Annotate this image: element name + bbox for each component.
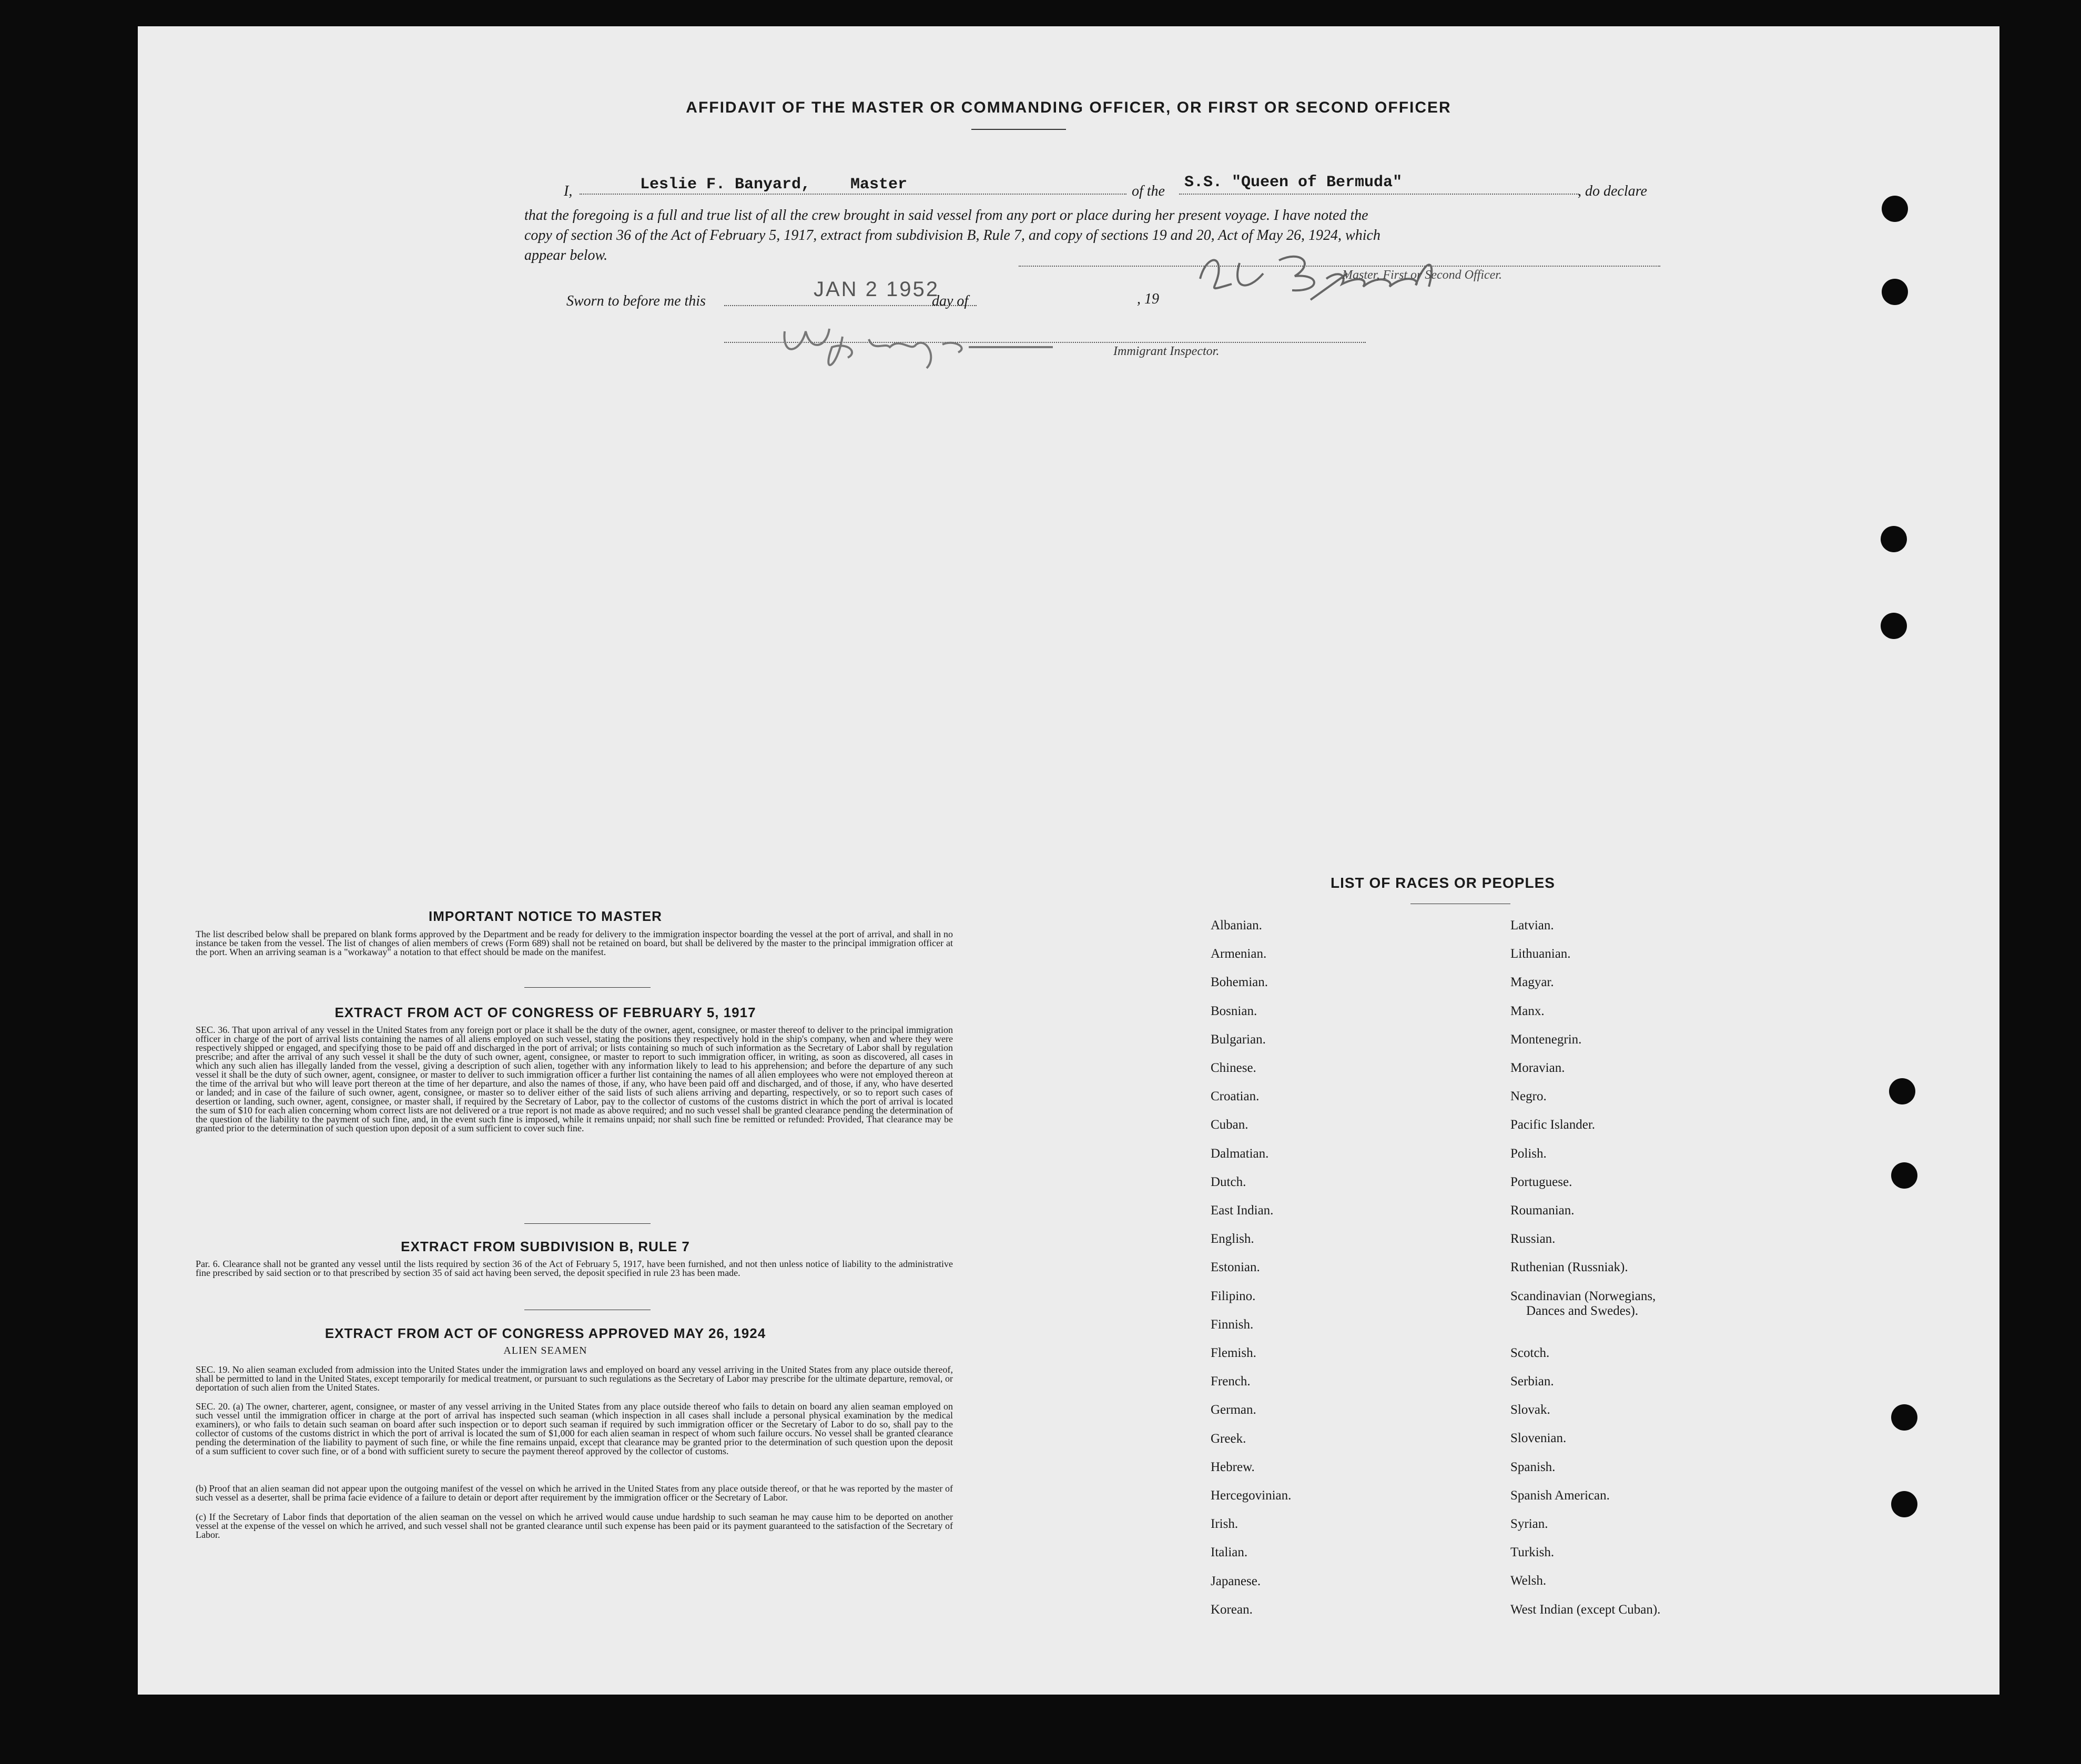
race-item: Hebrew. xyxy=(1211,1459,1255,1474)
race-item: Dances and Swedes). xyxy=(1526,1303,1639,1318)
race-item: Dalmatian. xyxy=(1211,1146,1269,1161)
race-item: Montenegrin. xyxy=(1510,1032,1582,1047)
extract3-subtitle: ALIEN SEAMEN xyxy=(503,1345,587,1356)
race-item: Lithuanian. xyxy=(1510,947,1571,961)
race-item: Korean. xyxy=(1211,1602,1253,1617)
extract3-section-20c: (c) If the Secretary of Labor finds that deportation of the alien seaman on the vessel on which he arrived would cause undue hardship to such seaman he may cause him to be deported on another vessel at the expense of the vessel on which he arrived, and such vessel shall not be granted clearance until such expense has been paid or its payment guaranteed to the satisfaction of the Secretary of Labor. xyxy=(196,1513,953,1540)
binder-hole xyxy=(1891,1162,1917,1189)
race-item: Moravian. xyxy=(1510,1061,1565,1075)
race-item: Armenian. xyxy=(1211,947,1267,961)
sworn-label: Sworn to before me this xyxy=(566,293,706,309)
race-item: East Indian. xyxy=(1211,1203,1274,1218)
race-item: Croatian. xyxy=(1211,1089,1260,1104)
race-item: West Indian (except Cuban). xyxy=(1510,1602,1661,1617)
race-item: Latvian. xyxy=(1510,918,1554,932)
vessel-line xyxy=(1179,194,1579,195)
race-item: Syrian. xyxy=(1510,1517,1548,1531)
notice-divider-1 xyxy=(524,987,651,988)
race-item: Welsh. xyxy=(1510,1574,1547,1588)
vessel-name: S.S. "Queen of Bermuda" xyxy=(1184,174,1403,191)
race-item: Serbian. xyxy=(1510,1374,1554,1388)
declaration-line-2: that the foregoing is a full and true list of all the crew brought in said vessel from any port or place during her present voyage. I have noted the xyxy=(524,207,1368,224)
notice-body: The list described below shall be prepared on blank forms approved by the Department and be ready for delivery to the immigration inspector boarding the vessel at the port of arrival, and shall in no instance be taken from the vessel. The list of changes of alien members of crews (Form 689) shall not be retained on board, but shall be delivered by the master to the principal immigration officer at the port. When an arriving seaman is a "workaway" a notation to that effect should be made on the manifest. xyxy=(196,930,953,957)
inspector-caption: Immigrant Inspector. xyxy=(1113,344,1220,358)
race-item: Finnish. xyxy=(1211,1317,1254,1332)
race-item: Hercegovinian. xyxy=(1211,1488,1292,1503)
declaration-line-3: copy of section 36 of the Act of February 5, 1917, extract from subdivision B, Rule 7, and copy of sections 19 and 20, Act of May 26, 1924, which xyxy=(524,227,1380,244)
of-the-label: of the xyxy=(1132,183,1165,199)
race-item: Filipino. xyxy=(1211,1289,1256,1303)
race-item: Slovak. xyxy=(1510,1403,1550,1417)
inspector-signature xyxy=(769,310,1063,379)
race-item: Scotch. xyxy=(1510,1345,1550,1360)
do-declare-label: , do declare xyxy=(1578,183,1647,199)
extract3-section-20a: SEC. 20. (a) The owner, charterer, agent, consignee, or master of any vessel arriving in the United States from any place outside thereof who fails to detain on board any alien seaman employed on such vessel until the immigration officer in charge at the port of arrival has inspected such seaman (which inspection in all cases shall include a personal physical examination by the medical examiners), or who fails to detain such seaman on board after such inspection or to deport such seaman if required by such immigration officer or the Secretary of Labor to do so, shall pay to the collector of customs of the customs district in which the port of arrival is located the sum of $1,000 for each alien seaman in respect of whom such failure occurs. No vessel shall be granted clearance pending the determination of the liability to payment of such fine, or while the fine remains unpaid, except that clearance may be granted prior to the determination of such question upon the deposit of a sum sufficient to cover such fine, or of a bond with sufficient surety to secure the payment thereof approved by the collector of customs. xyxy=(196,1402,953,1456)
date-stamp: JAN 2 1952 xyxy=(814,278,940,301)
binder-hole xyxy=(1882,279,1908,305)
race-item: Japanese. xyxy=(1211,1574,1261,1588)
race-item: Chinese. xyxy=(1211,1061,1256,1075)
binder-hole xyxy=(1889,1078,1915,1104)
notice-divider-2 xyxy=(524,1223,651,1224)
race-item: Spanish American. xyxy=(1510,1488,1610,1503)
title-divider xyxy=(971,129,1066,130)
form-sheet xyxy=(138,26,1999,1695)
race-item: Polish. xyxy=(1510,1146,1547,1161)
race-item: Portuguese. xyxy=(1510,1174,1572,1189)
binder-hole xyxy=(1881,526,1907,552)
officer-caption: Master, First or Second Officer. xyxy=(1342,268,1502,282)
race-item: Slovenian. xyxy=(1510,1431,1567,1446)
race-item: Dutch. xyxy=(1211,1174,1246,1189)
race-item: Estonian. xyxy=(1211,1260,1260,1275)
race-item: Magyar. xyxy=(1510,975,1554,990)
name-line xyxy=(580,194,1126,195)
race-item: Manx. xyxy=(1510,1003,1545,1018)
race-item: Russian. xyxy=(1510,1232,1556,1246)
race-item: Negro. xyxy=(1510,1089,1547,1104)
race-item: German. xyxy=(1211,1403,1256,1417)
race-item: Greek. xyxy=(1211,1431,1246,1446)
day-of-label: day of xyxy=(932,293,969,309)
extract3-section-19: SEC. 19. No alien seaman excluded from admission into the United States under the immigration laws and employed on board any vessel arriving in the United States from any place outside thereof, shall be permitted to land in the United States, except temporarily for medical treatment, or pursuant to such regulations as the Secretary of Labor may prescribe for the ultimate departure, removal, or deportation of such alien from the United States. xyxy=(196,1365,953,1393)
race-item: Scandinavian (Norwegians, xyxy=(1510,1289,1656,1303)
race-item: Pacific Islander. xyxy=(1510,1118,1596,1132)
race-item: Spanish. xyxy=(1510,1459,1556,1474)
extract3-section-20b: (b) Proof that an alien seaman did not appear upon the outgoing manifest of the vessel on which he arrived in the United States from any place outside thereof, or that he was reported by the master of such vessel as a deserter, shall be prima facie evidence of a failure to detain or deport after requirement by the immigration officer or the Secretary of Labor. xyxy=(196,1484,953,1503)
race-item: Italian. xyxy=(1211,1545,1248,1560)
master-rank: Master xyxy=(850,176,908,194)
notice-title: IMPORTANT NOTICE TO MASTER xyxy=(429,908,662,924)
declaration-line-4: appear below. xyxy=(524,247,608,263)
race-item: Irish. xyxy=(1211,1517,1239,1532)
race-item: French. xyxy=(1211,1374,1251,1389)
affidavit-title: AFFIDAVIT OF THE MASTER OR COMMANDING OFFICER, OR FIRST OR SECOND OFFICER xyxy=(686,99,1451,116)
master-name: Leslie F. Banyard, xyxy=(640,176,811,194)
race-item: Cuban. xyxy=(1211,1118,1248,1132)
race-item: Roumanian. xyxy=(1510,1203,1575,1218)
race-item: Bosnian. xyxy=(1211,1003,1257,1018)
race-item: English. xyxy=(1211,1232,1254,1246)
races-title: LIST OF RACES OR PEOPLES xyxy=(1331,875,1555,891)
extract2-title: EXTRACT FROM SUBDIVISION B, RULE 7 xyxy=(401,1239,690,1254)
binder-hole xyxy=(1891,1491,1917,1517)
extract3-title: EXTRACT FROM ACT OF CONGRESS APPROVED MAY 26, 1924 xyxy=(324,1325,766,1341)
year-label: , 19 xyxy=(1137,291,1159,307)
extract2-body: Par. 6. Clearance shall not be granted any vessel until the lists required by section 36 of the Act of February 5, 1917, have been furnished, and not then unless notice of liability to the administrative fine prescribed by said section or to that prescribed by section 35 of said act having been served, the deposit specified in rule 23 has been made. xyxy=(196,1260,953,1278)
race-item: Turkish. xyxy=(1510,1545,1555,1560)
race-item: Ruthenian (Russniak). xyxy=(1510,1260,1628,1275)
extract1-body: SEC. 36. That upon arrival of any vessel in the United States from any foreign port or place it shall be the duty of the owner, agent, consignee, or master thereof to deliver to the principal immigration officer in charge of the port of arrival lists containing the names of all aliens employed on such vessel, stating the positions they respectively hold in the ship's company, when and where they were respectively shipped or engaged, and specifying those to be paid off and discharged in the port of arrival; or lists containing so much of such information as the Secretary of Labor shall by regulation prescribe; and after the arrival of any such vessel it shall be the duty of such owner, agent, consignee, or master to report to such immigration officer, in writing, as soon as discovered, all cases in which any such alien has illegally landed from the vessel, giving a description of such alien, together with any information likely to lead to his apprehension; and before the departure of any such vessel it shall be the duty of such owner, agent, consignee, or master to deliver to such immigration officer a further list containing the names of all alien employees who were not employed thereon at the time of the arrival but who will leave port thereon at the time of her departure, and also the names of those, if any, who have been paid off and discharged, and of those, if any, who have deserted or landed; and in case of the failure of such owner, agent, consignee, or master so to deliver either of the said lists of such aliens arriving and departing, respectively, or so to report such cases of desertion or landing, such owner, agent, consignee, or master shall, if required by the Secretary of Labor, pay to the collector of customs of the customs district in which the port of arrival is located the sum of $10 for each alien concerning whom correct lists are not delivered or a true report is not made as above required; and no such vessel shall be granted clearance pending the determination of the question of the liability to the payment of such fine, and, in the event such fine is imposed, while it remains unpaid; nor shall such fine be remitted or refunded: Provided, That clearance may be granted prior to the determination of such question upon deposit of a sum sufficient to cover such fine. xyxy=(196,1026,953,1133)
binder-hole xyxy=(1882,196,1908,222)
i-label: I, xyxy=(564,183,573,199)
binder-hole xyxy=(1881,613,1907,639)
race-item: Bulgarian. xyxy=(1211,1032,1266,1047)
race-item: Flemish. xyxy=(1211,1346,1256,1360)
race-item: Albanian. xyxy=(1211,918,1262,932)
binder-hole xyxy=(1891,1404,1917,1431)
race-item: Bohemian. xyxy=(1211,975,1268,990)
extract1-title: EXTRACT FROM ACT OF CONGRESS OF FEBRUARY 5, 1917 xyxy=(334,1005,756,1020)
